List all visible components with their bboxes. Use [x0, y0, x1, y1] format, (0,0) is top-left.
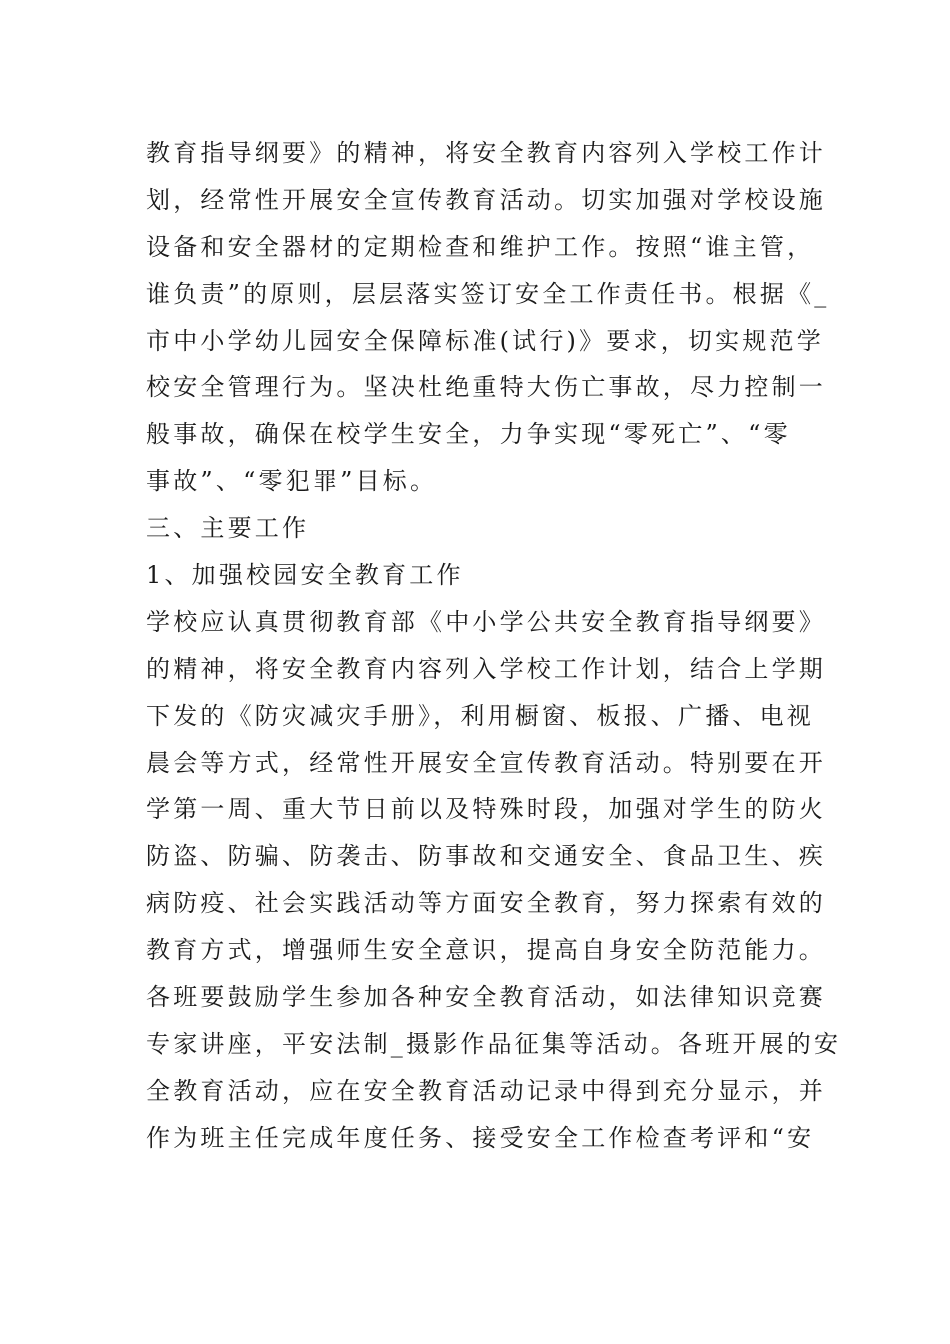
- text-line: 下发的《防灾减灾手册》，利用橱窗、板报、广播、电视: [146, 701, 814, 730]
- text-line: 划，经常性开展安全宣传教育活动。切实加强对学校设施: [146, 185, 826, 214]
- subsection-heading: 1、加强校园安全教育工作: [146, 561, 464, 590]
- text-line: 全教育活动，应在安全教育活动记录中得到充分显示，并: [146, 1076, 826, 1105]
- text-line: 晨会等方式，经常性开展安全宣传教育活动。特别要在开: [146, 748, 826, 777]
- text-line: 谁负责”的原则，层层落实签订安全工作责任书。根据《_: [146, 279, 830, 308]
- text-line: 专家讲座，平安法制_摄影作品征集等活动。各班开展的安: [146, 1029, 842, 1058]
- text-line: 各班要鼓励学生参加各种安全教育活动，如法律知识竞赛: [146, 983, 826, 1012]
- text-line: 学校应认真贯彻教育部《中小学公共安全教育指导纲要》: [146, 607, 826, 636]
- text-line: 教育指导纲要》的精神，将安全教育内容列入学校工作计: [146, 139, 826, 167]
- text-line: 学第一周、重大节日前以及特殊时段，加强对学生的防火: [146, 795, 826, 824]
- text-line: 校安全管理行为。坚决杜绝重特大伤亡事故，尽力控制一: [146, 373, 826, 402]
- text-line: 事故”、“零犯罪”目标。: [146, 467, 438, 496]
- text-line: 病防疫、社会实践活动等方面安全教育，努力探索有效的: [146, 889, 826, 918]
- text-line: 的精神，将安全教育内容列入学校工作计划，结合上学期: [146, 654, 826, 683]
- section-heading: 三、主要工作: [146, 514, 310, 543]
- text-line: 教育方式，增强师生安全意识，提高自身安全防范能力。: [146, 936, 826, 965]
- text-line: 般事故，确保在校学生安全，力争实现“零死亡”、“零: [146, 420, 791, 449]
- text-line: 市中小学幼儿园安全保障标准(试行)》要求，切实规范学: [146, 326, 824, 355]
- document-body: [146, 130, 842, 1162]
- text-line: 作为班主任完成年度任务、接受安全工作检查考评和“安: [146, 1123, 815, 1152]
- text-line: 设备和安全器材的定期检查和维护工作。按照“谁主管，: [146, 232, 815, 261]
- text-line: 防盗、防骗、防袭击、防事故和交通安全、食品卫生、疾: [146, 842, 826, 871]
